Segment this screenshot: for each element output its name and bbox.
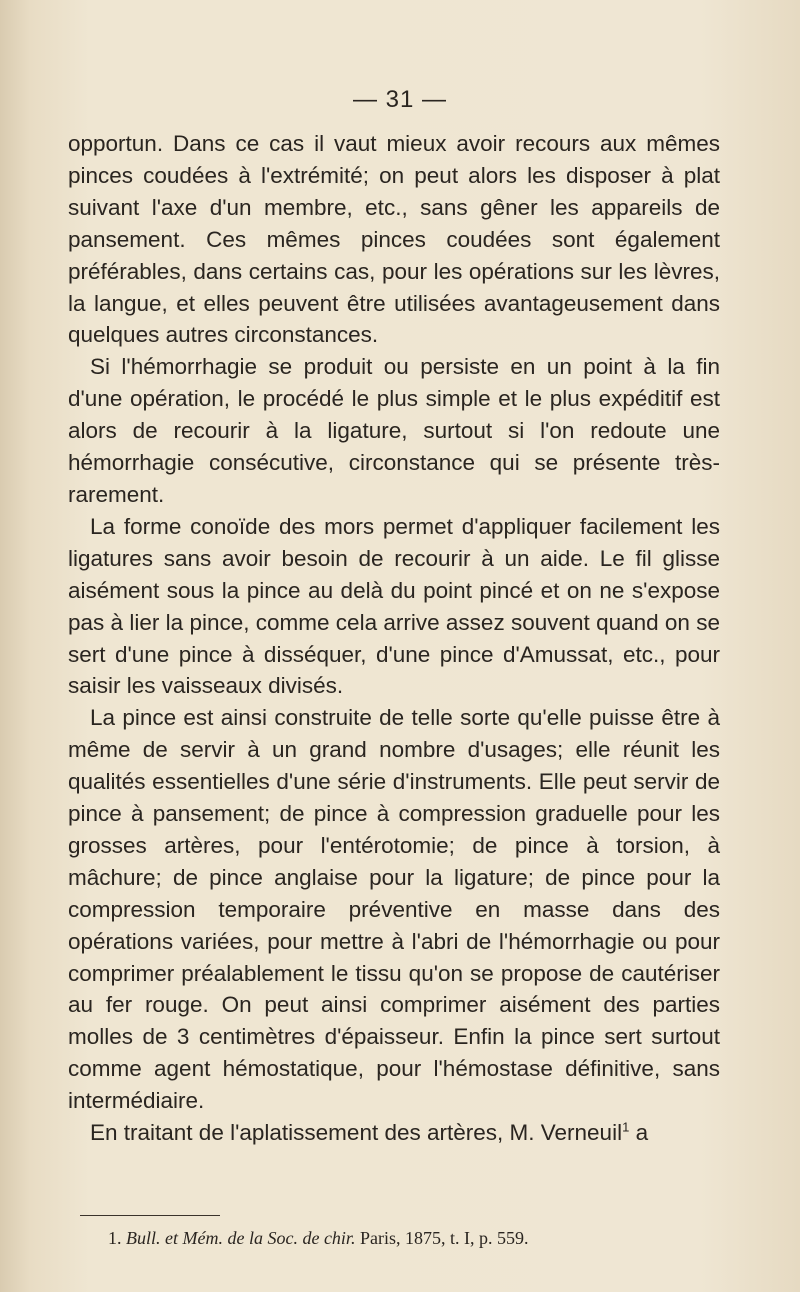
footnote-marker: 1. (108, 1228, 122, 1248)
body-text (68, 128, 720, 1149)
paragraph-3: La forme conoïde des mors permet d'appliquer facilement les ligatures sans avoir besoin de recourir à un aide. Le fil glisse aisément sous la pince au delà du point pincé et on ne s'expose pas à lier la pince, comme cela arrive assez souvent quand on se sert d'une pince à disséquer, d'une pince d'Amussat, etc., pour saisir les vaisseaux divisés. (68, 513, 720, 699)
page-number: — 31 — (352, 86, 448, 113)
footnote-source: Bull. et Mém. de la Soc. de chir. (126, 1228, 356, 1248)
paragraph-1: opportun. Dans ce cas il vaut mieux avoir recours aux mêmes pinces coudées à l'extrémité; on peut alors les disposer à plat suivant l'axe d'un membre, etc., sans gêner les appareils de pansement. Ces mêmes pinces coudées sont également préférables, dans certains cas, pour les opérations sur les lèvres, la langue, et elles peuvent être utilisées avantageusement dans quelques autres circonstances. (68, 131, 720, 348)
paragraph-2: Si l'hémorrhagie se produit ou persiste en un point à la fin d'une opération, le procédé le plus simple et le plus expéditif est alors de recourir à la ligature, surtout si l'on redoute une hémorrhagie consécutive, circonstance qui se présente très-rarement. (68, 354, 720, 507)
footnote-details: Paris, 1875, t. I, p. 559. (355, 1228, 529, 1248)
footnote (108, 1226, 748, 1250)
footnote-divider (80, 1215, 220, 1216)
paragraph-4: La pince est ainsi construite de telle sorte qu'elle puisse être à même de servir à un grand nombre d'usages; elle réunit les qualités essentielles d'une série d'instruments. Elle peut servir de pince à pansement; de pince à compression graduelle pour les grosses artères, pour l'entérotomie; de pince à torsion, à mâchure; de pince anglaise pour la ligature; de pince pour la compression temporaire préventive en masse dans des opérations variées, pour mettre à l'abri de l'hémorrhagie ou pour comprimer préalablement le tissu qu'on se propose de cautériser au fer rouge. On peut ainsi comprimer aisément des parties molles de 3 centimètres d'épaisseur. Enfin la pince sert surtout comme agent hémostatique, pour l'hémostase définitive, sans intermédiaire. (68, 705, 720, 1114)
footnote-reference: 1 (622, 1119, 630, 1135)
paragraph-5 (68, 1117, 720, 1149)
paragraph-5-text: En traitant de l'aplatissement des artères, M. Verneuil (90, 1120, 623, 1146)
paragraph-5-tail: a (629, 1120, 649, 1146)
